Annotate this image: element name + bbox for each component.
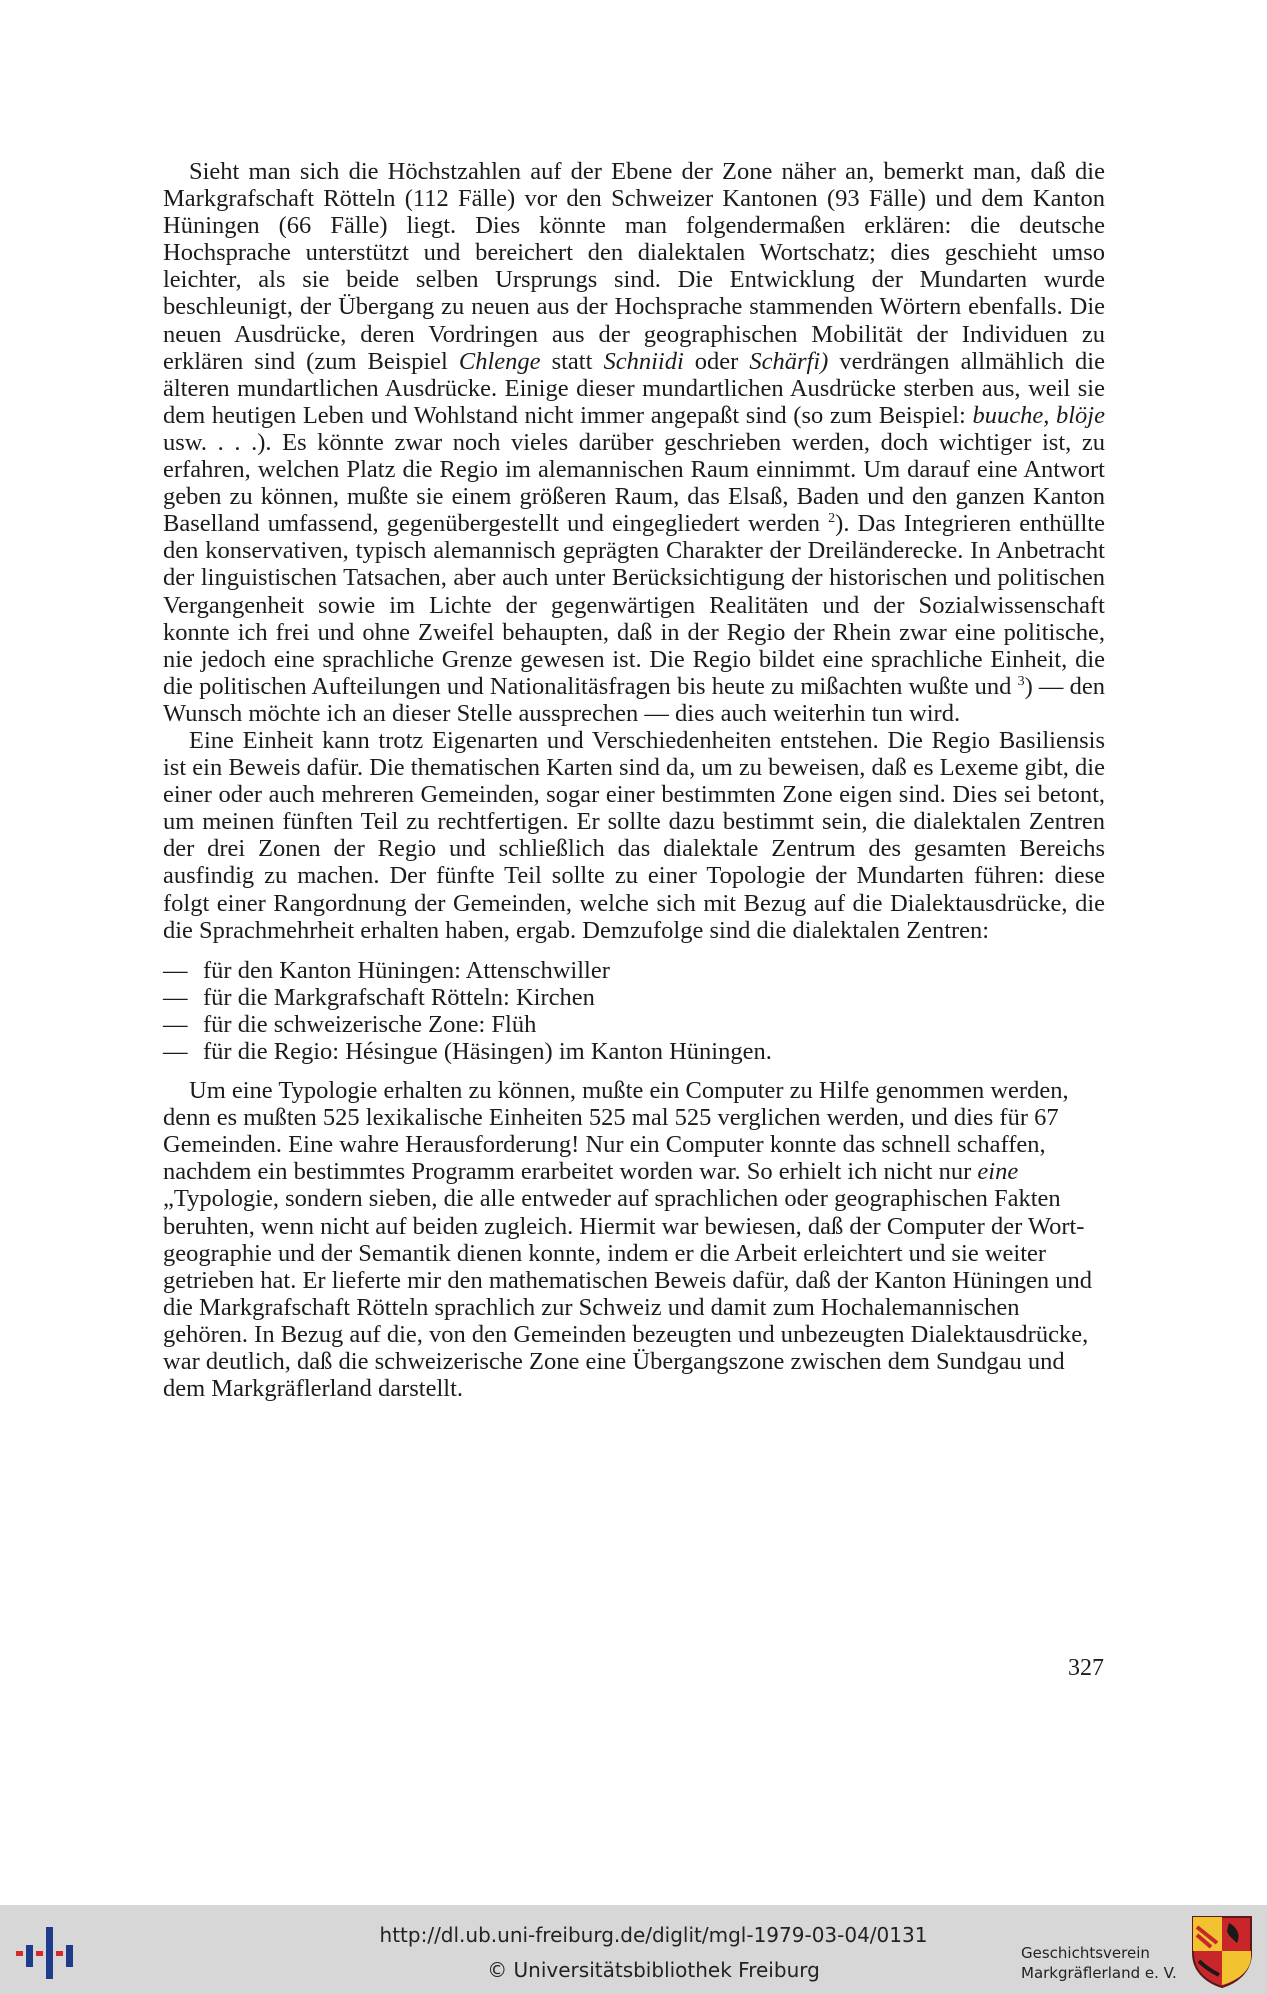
paragraph-2: Eine Einheit kann trotz Eigenarten und Verschiedenheiten entstehen. Die Regio Basiliensis ist ein Beweis dafür. Die thematischen Karten sind da, um zu beweisen, daß es Lexeme gibt, die einer oder auch mehreren Gemeinden, sogar einer bestimmten Zone eigen sind. Dies sei betont, um meinen fünften Teil zu rechtfertigen. Er sollte dazu bestimmt sein, die dialektalen Zentren der drei Zonen der Regio und schließlich das dialektale Zentrum des gesamten Bereichs ausfindig zu machen. Der fünfte Teil sollte zu einer Topologie der Mundarten führen: diese folgt einer Rangordnung der Gemeinden, welche sich mit Bezug auf die Dialektausdrücke, die die Sprachmehrheit erhalten haben, ergab. Demzufolge sind die dialektalen Zentren:: [163, 726, 1105, 944]
list-item-text: für die Markgrafschaft Rötteln: Kirchen: [203, 983, 595, 1011]
dialect-term: Schärfi): [749, 347, 829, 375]
dialect-centers-list: [163, 957, 1105, 1065]
emphasis-text: eine: [977, 1158, 1019, 1186]
list-item: [163, 1011, 1105, 1038]
paragraph-text: usw. . . .). Es könnte zwar noch vieles darüber geschrieben werden, doch wichtiger ist, zu erfahren, welchen Platz die Regio im alemannischen Raum einnimmt. Um darauf eine Antwort geben zu können, mußte sie einem größeren Raum, das Elsaß, Baden und den ganzen Kanton Baselland umfassend, gegenübergestellt und eingegliedert werden: [163, 428, 1105, 538]
list-item-text: für den Kanton Hüningen: Attenschwiller: [203, 956, 610, 984]
paragraph-text: ) — den Wunsch möchte ich an dieser Stelle aussprechen — dies auch weiterhin tun wird.: [163, 672, 1105, 727]
list-item-text: für die schweizerische Zone: Flüh: [203, 1010, 537, 1038]
list-dash: —: [163, 983, 188, 1011]
paragraph-text: „Typologie, sondern sieben, die alle entweder auf sprachlichen oder geographischen Fakten beruhten, wenn nicht auf beiden zugleich. Hiermit war bewiesen, daß der Computer der Wortgeographie und der Semantik dienen konnte, indem er die Arbeit erleichtert und sie weiter getrieben hat. Er lieferte mir den mathematischen Beweis dafür, daß der Kanton Hüningen und die Markgrafschaft Rötteln sprachlich zur Schweiz und damit zum Hochalemannischen gehören. In Bezug auf die, von den Gemeinden bezeugten und unbezeugten Dialektausdrücke, war deutlich, daß die schweizerische Zone eine Übergangszone zwischen dem Sundgau und dem Markgräflerland darstellt.: [163, 1185, 1093, 1403]
list-dash: —: [163, 1010, 188, 1038]
paragraph-text: oder: [683, 347, 750, 375]
coat-of-arms-icon[interactable]: [1189, 1913, 1255, 1989]
footnote-ref: 3: [1017, 673, 1025, 689]
dialect-term: Schniidi: [603, 347, 684, 375]
list-item: [163, 957, 1105, 984]
page-body: [163, 158, 1105, 1402]
footer-copyright: © Universitätsbibliothek Freiburg: [487, 1958, 820, 1982]
list-item: [163, 1038, 1105, 1065]
dialect-term: buuche, blöje: [972, 401, 1105, 429]
footer-bar: [0, 1905, 1267, 1994]
page-number: 327: [1068, 1655, 1104, 1681]
footer-org-line: Markgräflerland e. V.: [1021, 1964, 1177, 1982]
footer-url-link[interactable]: http://dl.ub.uni-freiburg.de/diglit/mgl-1979-03-04/0131: [379, 1923, 928, 1947]
list-dash: —: [163, 1038, 188, 1065]
footnote-ref: 2: [828, 511, 836, 527]
paragraph-text: Um eine Typologie erhalten zu können, mußte ein Computer zu Hilfe genommen werden, denn es mußten 525 lexikalische Einheiten 525 mal 525 verglichen werden, und dies für 67 Gemeinden. Eine wahre Herausforderung! Nur ein Computer konnte das schnell schaffen, nachdem ein bestimmtes Programm erarbeitet worden war. So erhielt ich nicht nur: [163, 1077, 1069, 1186]
footer-org-line: Geschichtsverein: [1021, 1944, 1150, 1962]
paragraph-3: [163, 1077, 1105, 1402]
paragraph-1: [163, 158, 1105, 727]
paragraph-text: statt: [540, 347, 604, 375]
paragraph-text: verdrängen allmählich die älteren mundartlichen Ausdrücke. Einige dieser mundartlichen Ausdrücke sterben aus, weil sie dem heutigen Leben und Wohlstand nicht immer angepaßt sind (so zum Beispiel:: [163, 347, 1105, 429]
footer-organization[interactable]: [1021, 1943, 1177, 1983]
dialect-term: Chlenge: [458, 347, 541, 375]
list-item: [163, 984, 1105, 1011]
list-dash: —: [163, 956, 188, 984]
paragraph-text: Sieht man sich die Höchstzahlen auf der Ebene der Zone näher an, bemerkt man, daß die Markgrafschaft Rötteln (112 Fälle) vor den Schweizer Kantonen (93 Fälle) und dem Kanton Hüningen (66 Fälle) liegt. Dies könnte man folgendermaßen erklären: die deutsche Hochsprache unterstützt und bereichert den dialektalen Wortschatz; dies geschieht umso leichter, als sie beide selben Ursprungs sind. Die Entwicklung der Mundarten wurde beschleunigt, der Übergang zu neuen aus der Hochsprache stammenden Wörtern ebenfalls. Die neuen Ausdrücke, deren Vordringen aus der geographischen Mobilität der Individuen zu erklären sind (zum Beispiel: [163, 158, 1105, 375]
list-item-text: für die Regio: Hésingue (Häsingen) im Kanton Hüningen.: [203, 1038, 772, 1065]
paragraph-text: ). Das Integrieren enthüllte den konservativen, typisch alemannisch geprägten Charakter der Dreiländerecke. In Anbetracht der linguistischen Tatsachen, aber auch unter Berücksichtigung der historischen und politischen Vergangenheit sowie im Lichte der gegenwärtigen Realitäten und der Sozialwissenschaft konnte ich frei und ohne Zweifel behaupten, daß in der Regio der Rhein zwar eine politische, nie jedoch eine sprachliche Grenze gewesen ist. Die Regio bildet eine sprachliche Einheit, die die politischen Aufteilungen und Nationalitäsfragen bis heute zu mißachten wußte und: [163, 510, 1106, 700]
